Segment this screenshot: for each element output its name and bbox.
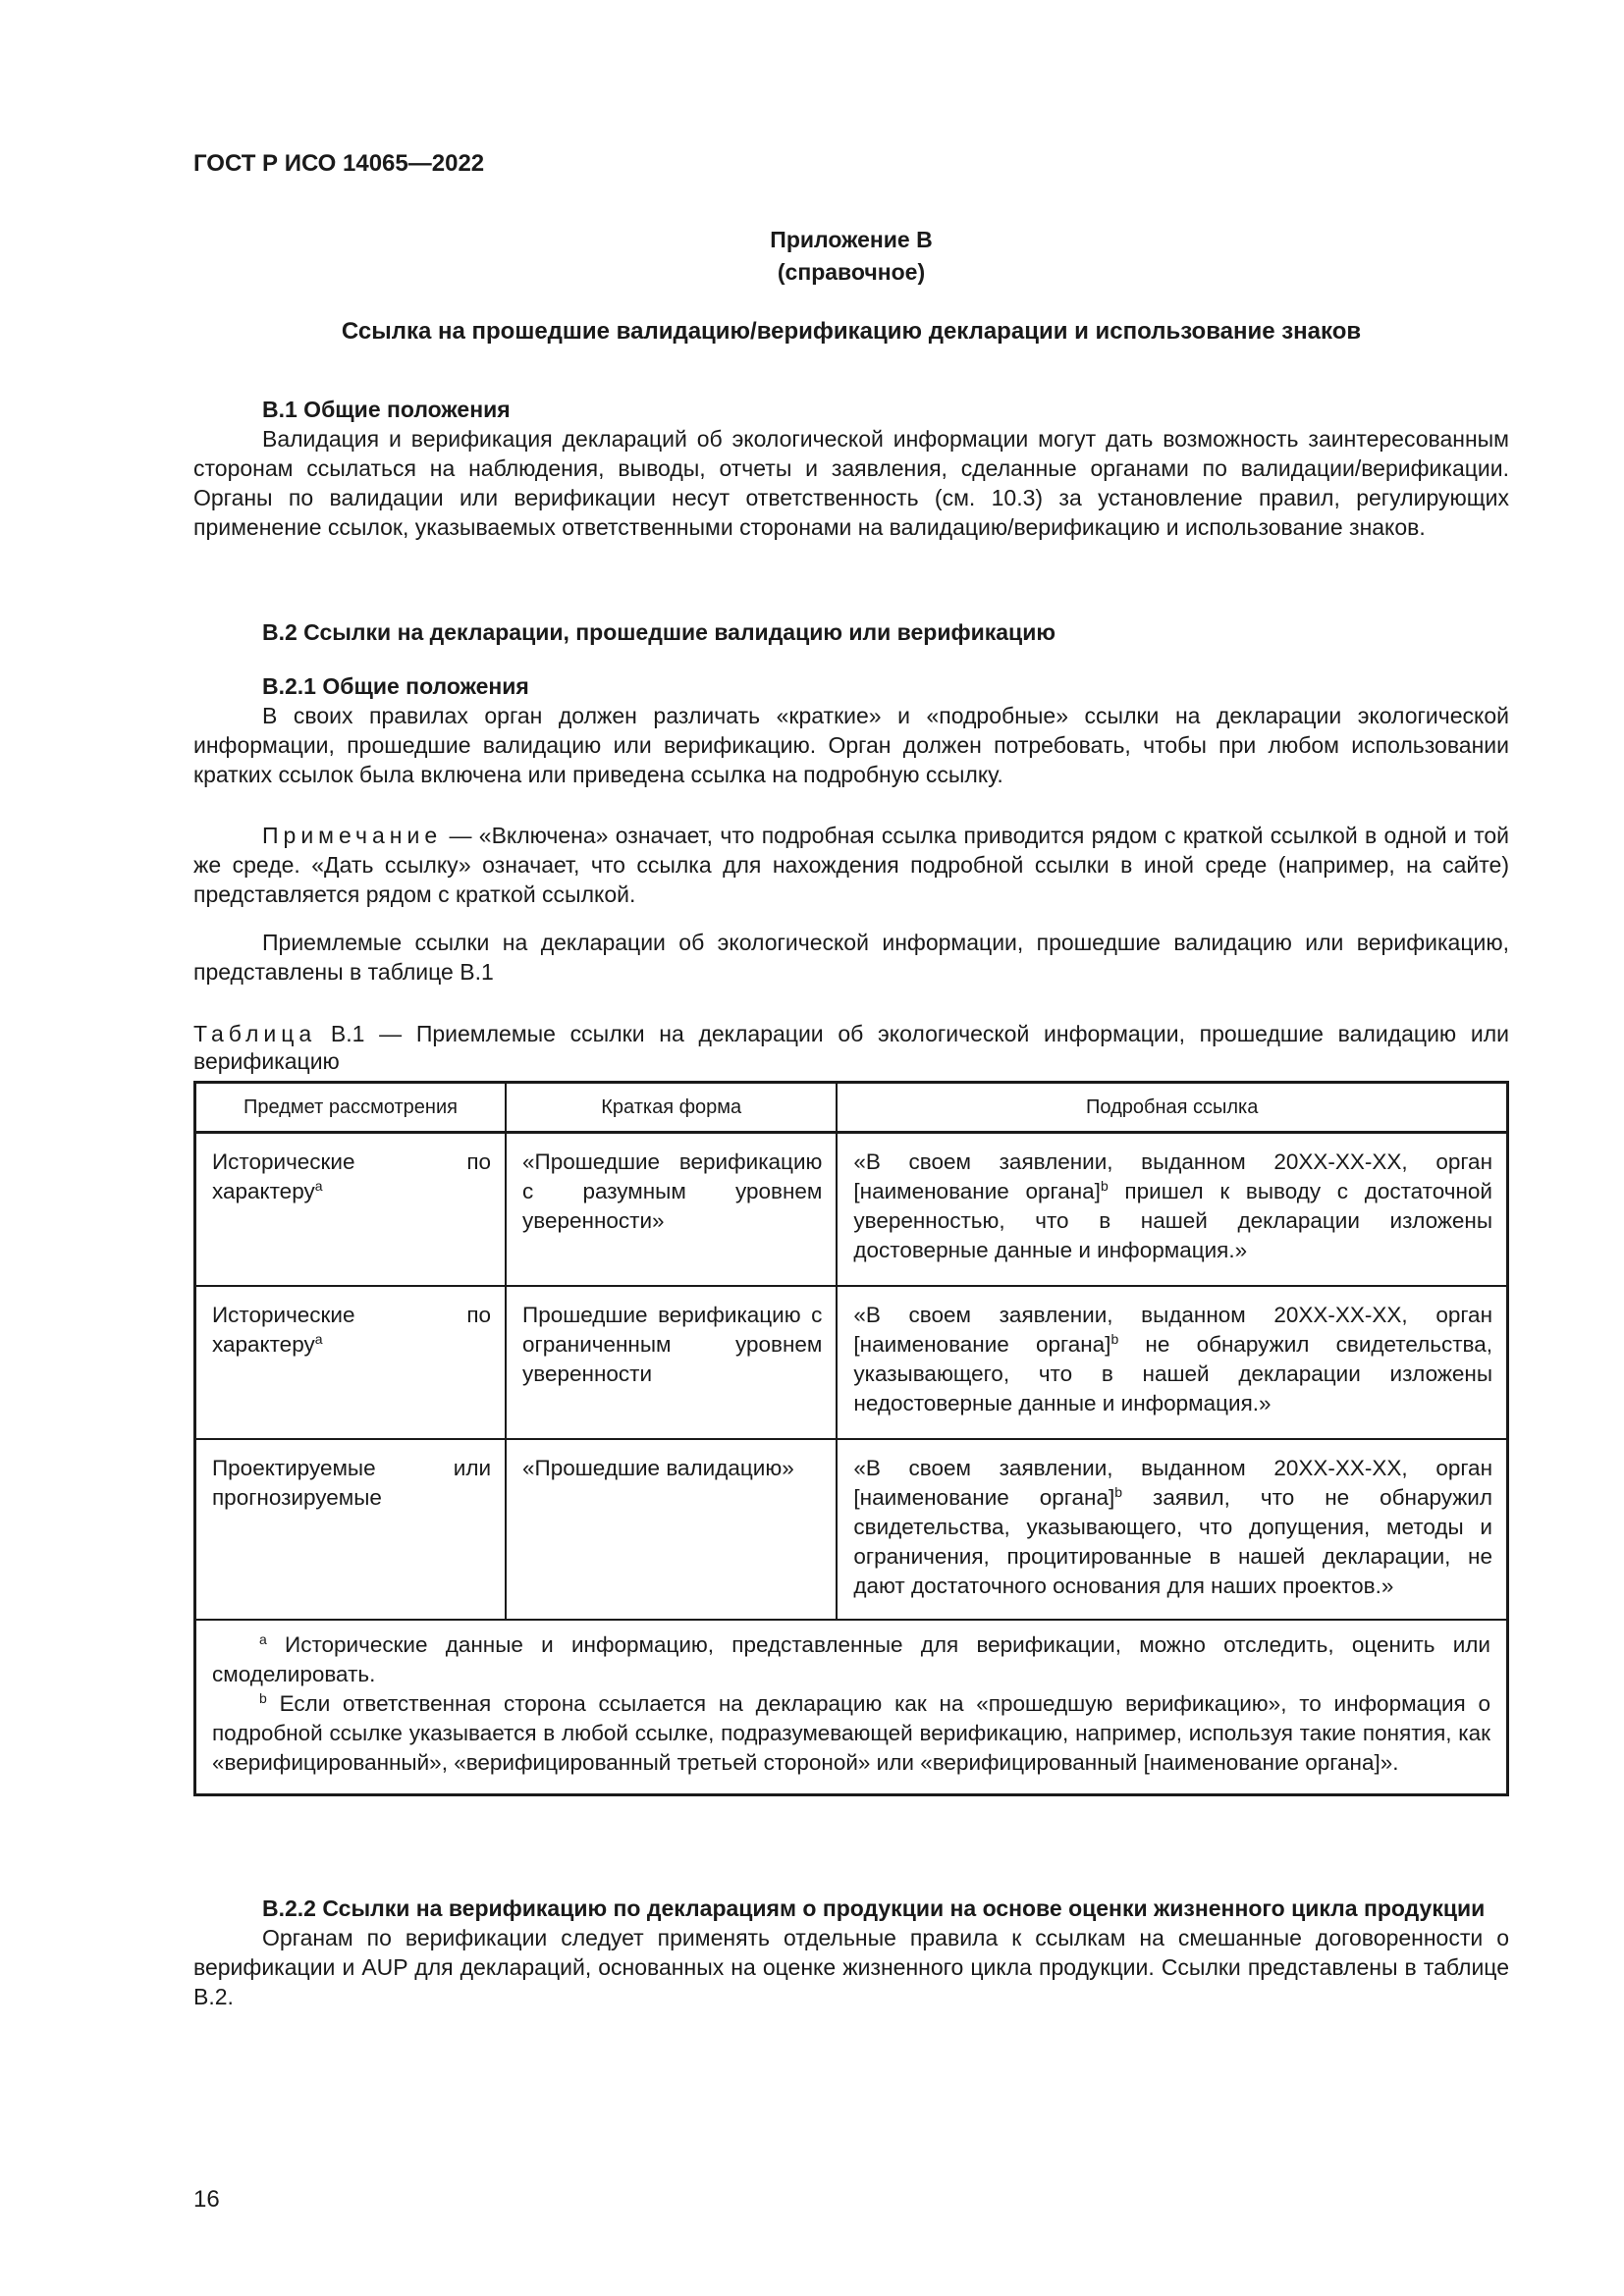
column-header: Предмет рассмотрения <box>195 1083 507 1133</box>
annex-number: Приложение В <box>770 227 933 252</box>
table-row <box>195 1439 1508 1620</box>
annex-kind: (справочное) <box>777 259 926 285</box>
section-b2 <box>193 617 1509 647</box>
footnote-mark: b <box>1114 1484 1123 1500</box>
table-b1 <box>193 1081 1509 1796</box>
section-heading: В.1 Общие положения <box>262 397 511 422</box>
note <box>193 821 1509 909</box>
short-form-cell: Прошедшие верификацию с ограниченным уровнем уверенности <box>506 1286 837 1439</box>
detailed-reference-cell: «В своем заявлении, выданном 20XX-XX-XX, орган [наименование органа]$^b$ пришел к выводу с достаточной уверенностью, что в нашей декларации изложены достоверные данные и информация.» <box>837 1133 1507 1287</box>
detailed-reference-cell: «В своем заявлении, выданном 20XX-XX-XX, орган [наименование органа]$^b$ не обнаружил свидетельства, указывающего, что в нашей декларации изложены недостоверные данные и информация.» <box>837 1286 1507 1439</box>
table-footnote: $^b$ Если ответственная сторона ссылается на декларацию как на «прошедшую верификацию», то информация о подробной ссылке указывается в любой ссылке, подразумевающей верификацию, например, используя такие понятия, как «верифицированный», «верифицированный третьей стороной» или «верифицированный [наименование органа]». <box>212 1690 1490 1775</box>
table-footnote: $^a$ Исторические данные и информацию, представленные для верификации, можно отследить, оценить или смоделировать. <box>212 1631 1490 1686</box>
table-header-row <box>195 1083 1508 1133</box>
standard-designation: ГОСТ Р ИСО 14065—2022 <box>193 150 485 177</box>
detailed-reference-cell: «В своем заявлении, выданном 20XX-XX-XX, орган [наименование органа]$^b$ заявил, что не обнаружил свидетельства, указывающего, что допущения, методы и ограничения, процитированные в нашей декларации, не дают достаточного основания для наших проектов.» <box>837 1439 1507 1620</box>
page-number: 16 <box>193 2186 220 2213</box>
table-notes <box>195 1620 1508 1795</box>
table-caption-label: Таблица <box>193 1021 317 1046</box>
paragraph: Органам по верификации следует применять отдельные правила к ссылкам на смешанные договоренности о верификации и AUP для деклараций, основанных на оценке жизненного цикла продукции. Ссылки представлены в таблице В.2. <box>193 1925 1509 2009</box>
paragraph: Приемлемые ссылки на декларации об экологической информации, прошедшие валидацию или верификацию, представлены в таблице В.1 <box>193 930 1509 985</box>
section-b2-1 <box>193 671 1509 789</box>
note-text: — «Включена» означает, что подробная ссылка приводится рядом с краткой ссылкой в одной и той же среде. «Дать ссылку» означает, что ссылка для нахождения подробной ссылки в иной среде (например, на сайте) представляется рядом с краткой ссылкой. <box>193 823 1509 907</box>
paragraph: В своих правилах орган должен различать «краткие» и «подробные» ссылки на декларации экологической информации, прошедшие валидацию или верификацию. Орган должен потребовать, чтобы при любом использовании кратких ссылок была включена или приведена ссылка на подробную ссылку. <box>193 703 1509 787</box>
section-b1 <box>193 395 1509 542</box>
annex-heading: Ссылка на прошедшие валидацию/верификацию декларации и использование знаков <box>341 318 1362 345</box>
footnote-mark: b <box>1110 1331 1119 1347</box>
section-b2-2 <box>193 1894 1509 2011</box>
subject-cell: Исторические по характеру$^a$ <box>195 1286 507 1439</box>
table-caption <box>193 1020 1509 1075</box>
footnote-mark: a <box>314 1178 323 1194</box>
note-label: Примечание <box>262 823 443 848</box>
annex-title <box>193 224 1509 289</box>
table-row <box>195 1133 1508 1287</box>
short-form-cell: «Прошедшие валидацию» <box>506 1439 837 1620</box>
footnote-mark: b <box>1100 1178 1109 1194</box>
column-header: Краткая форма <box>506 1083 837 1133</box>
column-header: Подробная ссылка <box>837 1083 1507 1133</box>
table-intro <box>193 928 1509 987</box>
section-heading: В.2.2 Ссылки на верификацию по декларациям о продукции на основе оценки жизненного цикла продукции <box>262 1896 1486 1921</box>
section-heading: В.2.1 Общие положения <box>262 673 529 699</box>
table-caption-text: В.1 — Приемлемые ссылки на декларации об экологической информации, прошедшие валидацию или верификацию <box>193 1021 1509 1074</box>
table-row <box>195 1286 1508 1439</box>
subject-cell: Исторические по характеру$^a$ <box>195 1133 507 1287</box>
table-notes-row <box>195 1620 1508 1795</box>
subject-cell: Проектируемые или прогнозируемые <box>195 1439 507 1620</box>
short-form-cell: «Прошедшие верификацию с разумным уровнем уверенности» <box>506 1133 837 1287</box>
footnote-mark: a <box>314 1331 323 1347</box>
section-heading: В.2 Ссылки на декларации, прошедшие валидацию или верификацию <box>262 619 1056 645</box>
paragraph: Валидация и верификация деклараций об экологической информации могут дать возможность заинтересованным сторонам ссылаться на наблюдения, выводы, отчеты и заявления, сделанные органами по валидации/верификации. Органы по валидации или верификации несут ответственность (см. 10.3) за установление правил, регулирующих применение ссылок, указываемых ответственными сторонами на валидацию/верификацию и использование знаков. <box>193 426 1509 540</box>
